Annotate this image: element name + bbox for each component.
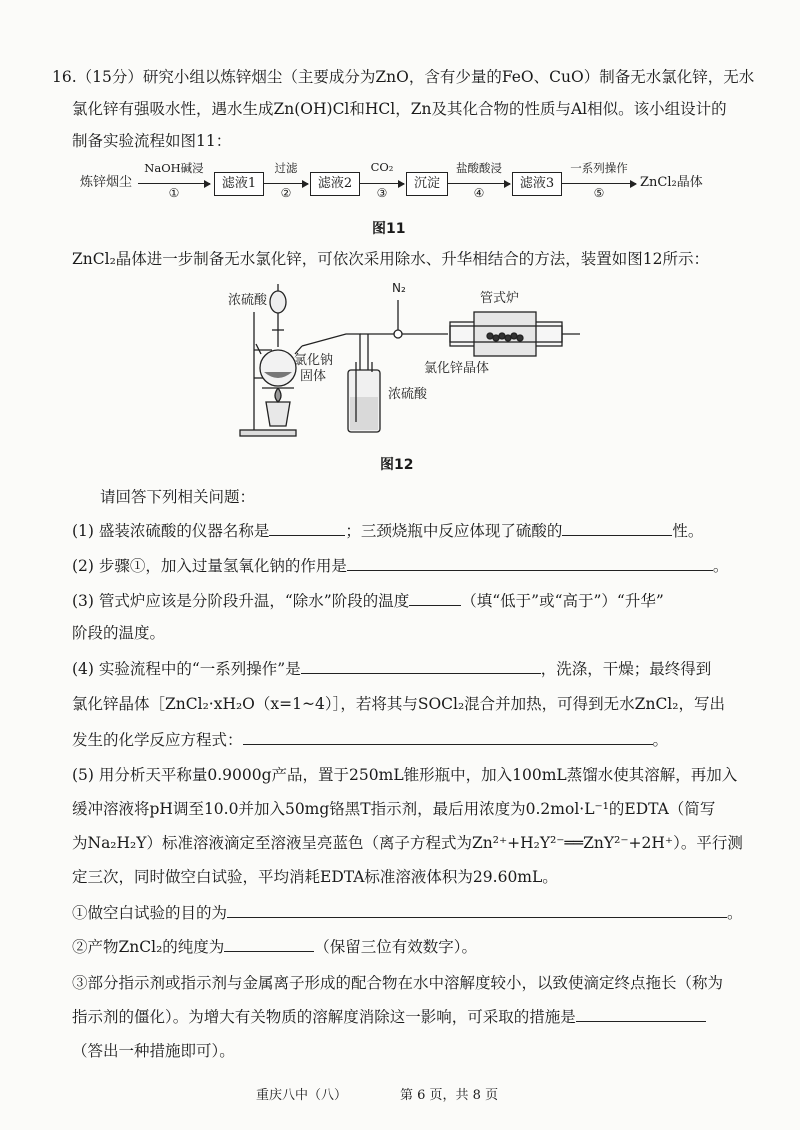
q3-text-a: (3) 管式炉应该是分阶段升温，“除水”阶段的温度 <box>72 592 410 610</box>
q4-line2: 氯化锌晶体［ZnCl₂·xH₂O（x=1~4）］，若将其与SOCl₂混合并加热，可得到无水ZnCl₂，写出 <box>72 695 725 713</box>
figure11-caption: 图11 <box>372 221 406 237</box>
flowchart <box>80 160 720 206</box>
q5-sub2-end: （保留三位有效数字）。 <box>314 938 478 956</box>
footer-page: 第 6 页，共 8 页 <box>400 1088 499 1103</box>
q5-line2: 缓冲溶液将pH调至10.0并加入50mg铬黑T指示剂，最后用浓度为0.2mol·L⁻¹的EDTA（简写 <box>72 800 716 818</box>
intro-text-1: 研究小组以炼锌烟尘（主要成分为ZnO，含有少量的FeO、CuO）制备无水氯化锌，无水 <box>142 68 755 86</box>
question-number: 16. <box>52 68 77 86</box>
flow-reagent-3: CO₂ <box>370 160 394 174</box>
q2-text-b: 。 <box>712 557 729 575</box>
flow-box-filtrate3: 滤液3 <box>512 172 562 196</box>
label-wash-acid: 浓硫酸 <box>388 387 428 402</box>
flow-step-5: ⑤ <box>593 186 605 200</box>
q2-text-a: (2) 步骤①，加入过量氢氧化钠的作用是 <box>72 557 347 575</box>
flow-step-3: ③ <box>376 186 388 200</box>
q4-blank-equation[interactable] <box>243 730 653 745</box>
q5-sub3-line2 <box>72 1006 760 1028</box>
q5-sub3-line3: （答出一种措施即可）。 <box>72 1042 235 1060</box>
q4-blank-operation[interactable] <box>301 659 541 674</box>
flow-box-precipitate: 沉淀 <box>406 172 448 196</box>
label-n2: N₂ <box>392 281 406 295</box>
stand-base <box>240 430 296 436</box>
para2: ZnCl₂晶体进一步制备无水氯化锌，可依次采用除水、升华相结合的方法，装置如图12所示： <box>72 250 710 268</box>
flow-arrow-5 <box>562 183 636 184</box>
question-intro-line2: 氯化锌有强吸水性，遇水生成Zn(OH)Cl和HCl，Zn及其化合物的性质与Al相似。该小组设计的 <box>72 100 727 118</box>
flow-step-2: ② <box>280 186 292 200</box>
figure12-caption: 图12 <box>380 457 414 473</box>
label-nacl-2: 固体 <box>300 369 327 384</box>
label-conc-acid: 浓硫酸 <box>228 293 268 308</box>
q3-blank[interactable] <box>409 591 461 606</box>
q4-line1 <box>72 658 760 680</box>
q5-line3: 为Na₂H₂Y）标准溶液滴定至溶液呈亮蓝色（离子方程式为Zn²⁺+H₂Y²⁻══ZnY²⁻+2H⁺）。平行测 <box>72 834 743 852</box>
q5-blank-measure[interactable] <box>576 1007 706 1022</box>
label-furnace: 管式炉 <box>480 291 520 306</box>
flow-product-crystal: ZnCl₂晶体 <box>640 175 703 190</box>
flow-arrow-4 <box>448 183 510 184</box>
q3-line2: 阶段的温度。 <box>72 624 166 642</box>
alcohol-lamp <box>266 402 290 426</box>
q5-sub1-text: ①做空白试验的目的为 <box>72 904 228 922</box>
flow-arrow-3 <box>360 183 404 184</box>
footer-school: 重庆八中（八） <box>256 1088 348 1103</box>
question-intro-line3: 制备实验流程如图11： <box>72 132 232 150</box>
q2-line <box>72 555 760 577</box>
q1-text-a: (1) 盛装浓硫酸的仪器名称是 <box>72 522 270 540</box>
q4-text-b: ，洗涤，干燥；最终得到 <box>540 660 712 678</box>
flow-reagent-1: NaOH碱浸 <box>144 161 204 175</box>
q5-sub2-text: ②产物ZnCl₂的纯度为 <box>72 938 225 956</box>
flow-reagent-4: 盐酸酸浸 <box>456 161 502 175</box>
label-nacl-1: 氯化钠 <box>294 353 334 368</box>
q1-blank-instrument[interactable] <box>269 521 345 536</box>
q5-sub2 <box>72 936 760 958</box>
apparatus-diagram <box>228 272 588 444</box>
question-score: （15分） <box>76 68 143 86</box>
q5-sub1 <box>72 902 760 924</box>
q5-line4: 定三次，同时做空白试验，平均消耗EDTA标准溶液体积为29.60mL。 <box>72 868 558 886</box>
q3-line1 <box>72 590 760 612</box>
q4-text-e: 。 <box>652 731 669 749</box>
flow-box-filtrate2: 滤液2 <box>310 172 360 196</box>
flow-arrow-2 <box>264 183 308 184</box>
q4-line3 <box>72 729 760 751</box>
q1-line <box>72 520 760 542</box>
flow-arrow-1 <box>138 183 210 184</box>
q5-sub3-text: 指示剂的僵化）。为增大有关物质的溶解度消除这一影响，可采取的措施是 <box>72 1008 576 1026</box>
q1-text-c: 性。 <box>672 522 704 540</box>
q1-blank-property[interactable] <box>562 521 672 536</box>
flow-start: 炼锌烟尘 <box>80 175 133 190</box>
label-crystal: 氯化锌晶体 <box>424 361 490 376</box>
flow-step-1: ① <box>168 186 180 200</box>
q5-blank-blank-test[interactable] <box>227 903 727 918</box>
q5-sub1-end: 。 <box>727 904 743 922</box>
flow-reagent-2: 过滤 <box>274 161 298 175</box>
q4-text-d: 发生的化学反应方程式： <box>72 731 243 749</box>
three-neck-flask <box>260 350 296 386</box>
flow-reagent-5: 一系列操作 <box>570 161 628 175</box>
q3-text-b: （填“低于”或“高于”）“升华” <box>461 592 664 610</box>
q5-blank-purity[interactable] <box>224 937 314 952</box>
prompt-line: 请回答下列相关问题： <box>100 488 256 506</box>
question-intro-line1 <box>52 66 760 88</box>
flow-box-filtrate1: 滤液1 <box>214 172 264 196</box>
q2-blank[interactable] <box>347 556 713 571</box>
dropping-funnel <box>270 291 286 313</box>
flow-step-4: ④ <box>473 186 485 200</box>
q5-sub3-line1: ③部分指示剂或指示剂与金属离子形成的配合物在水中溶解度较小，以致使滴定终点拖长（称为 <box>72 974 724 992</box>
q5-line1: (5) 用分析天平称量0.9000g产品，置于250mL锥形瓶中，加入100mL蒸馏水使其溶解，再加入 <box>72 766 738 784</box>
q4-text-a: (4) 实验流程中的“一系列操作”是 <box>72 660 301 678</box>
q1-text-b: ；三颈烧瓶中反应体现了硫酸的 <box>345 522 563 540</box>
